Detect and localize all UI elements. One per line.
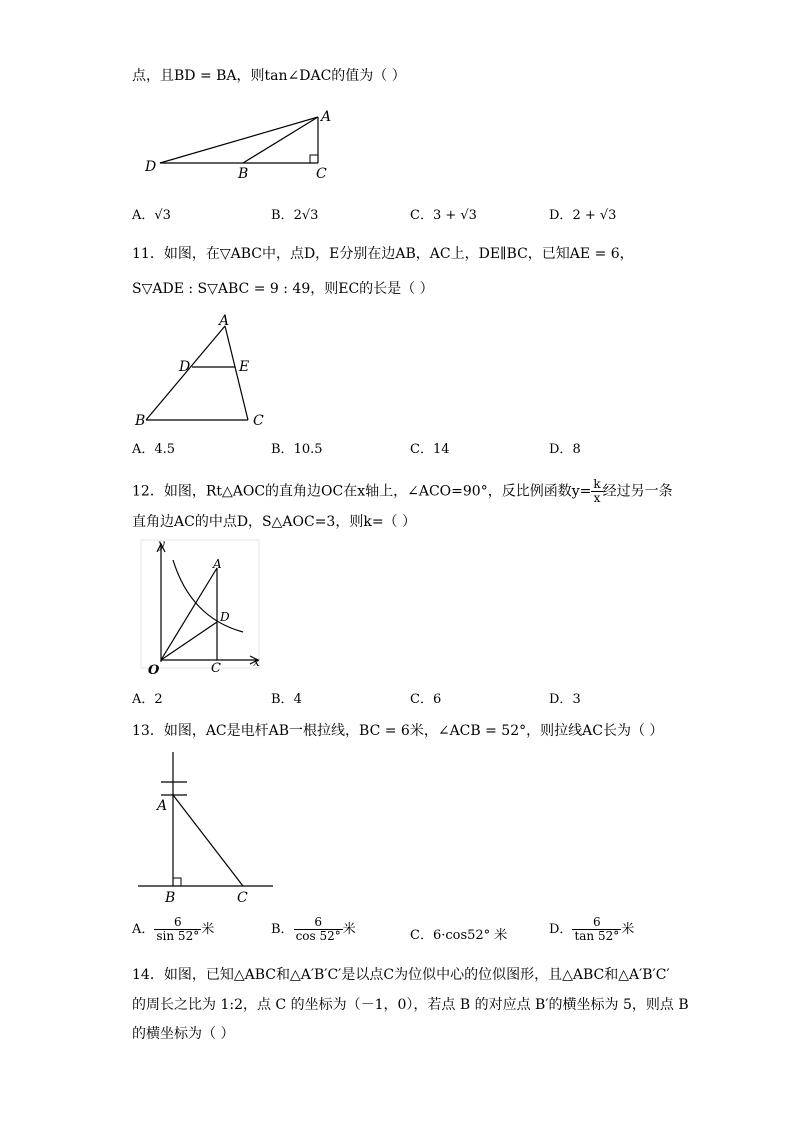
q13-stem-line1: 13．如图，AC是电杆AB一根拉线，BC = 6米，∠ACB = 52°，则拉线AC长为（ ）: [132, 723, 664, 739]
q12-label-y: y: [158, 537, 165, 551]
q14-stem-line1: 14．如图，已知△ABC和△A′B′C′是以点C为位似中心的位似图形，且△ABC和△A′B′C′: [132, 967, 670, 983]
q13-option-a[interactable]: A． $\frac{6}{\sin 52^\circ}$ 米: [132, 915, 215, 943]
q13-option-b[interactable]: B． $\frac{6}{\cos 52^\circ}$ 米: [271, 915, 356, 943]
q10-right-angle: [310, 155, 318, 163]
q12-fraction: $\frac{k}{x}$: [593, 477, 601, 505]
q12-label-a: A: [213, 557, 222, 571]
q11-option-b[interactable]: B．10.5: [271, 442, 323, 457]
q10-label-a: A: [321, 109, 332, 125]
q13-guy-wire-ac: [173, 795, 243, 886]
q12-line-oa: [161, 568, 217, 660]
q11-label-e: E: [239, 359, 250, 375]
q14-stem-line2: 的周长之比为 1:2，点 C 的坐标为（－1，0），若点 B 的对应点 B′的横坐标为 5，则点 B: [132, 997, 689, 1013]
q12-option-a[interactable]: A．2: [132, 692, 163, 707]
q10-option-c[interactable]: C．3 + √3: [410, 208, 477, 223]
q10-line-da: [160, 117, 318, 163]
q10-label-c: C: [316, 166, 327, 182]
q12-label-c: C: [211, 661, 221, 676]
q12-label-x: x: [253, 655, 260, 669]
q12-figure: [133, 538, 268, 676]
q13-label-b: B: [165, 890, 176, 906]
q10-option-d[interactable]: D．2 + √3: [549, 208, 617, 223]
q10-option-a[interactable]: A．√3: [132, 208, 171, 223]
q11-option-d[interactable]: D．8: [549, 442, 581, 457]
q12-line-od: [161, 622, 217, 660]
q13-option-d[interactable]: D． $\frac{6}{\tan 52^\circ}$ 米: [549, 915, 635, 943]
q13-right-angle: [173, 878, 181, 886]
q13-label-a: A: [157, 798, 168, 814]
q11-label-d: D: [179, 359, 191, 375]
q12-stem-line1: 12．如图，Rt△AOC的直角边OC在x轴上，∠ACO=90°，反比例函数y= $\frac{k}{x}$ 经过另一条: [132, 477, 673, 505]
q11-stem-line2: S▽ADE : S▽ABC = 9 : 49，则EC的长是（ ）: [132, 281, 434, 297]
q11-label-c: C: [253, 413, 264, 429]
q13-label-c: C: [237, 890, 248, 906]
q14-stem-line3: 的横坐标为（ ）: [132, 1026, 235, 1042]
q12-label-d: D: [220, 610, 230, 624]
q12-option-b[interactable]: B．4: [271, 692, 302, 707]
q10-option-b[interactable]: B．2√3: [271, 208, 319, 223]
q12-stem-line2: 直角边AC的中点D，S△AOC=3，则k=（ ）: [132, 514, 417, 530]
q12-option-d[interactable]: D．3: [549, 692, 581, 707]
q12-figure-frame: [141, 540, 259, 668]
q13-option-c[interactable]: C．6·cos52° 米: [410, 928, 508, 943]
q10-figure: [140, 105, 350, 185]
q11-label-a: A: [219, 313, 230, 329]
q11-option-a[interactable]: A．4.5: [132, 442, 176, 457]
q10-label-d: D: [145, 159, 157, 175]
q11-stem-line1: 11．如图，在▽ABC中，点D，E分别在边AB，AC上，DE∥BC，已知AE = 6，: [132, 246, 634, 262]
q10-line-ba: [243, 117, 318, 163]
q10-stem: 点，且BD = BA，则tan∠DAC的值为（ ）: [132, 68, 406, 84]
q11-figure: [133, 312, 273, 432]
q13-figure: [133, 750, 278, 910]
q11-option-c[interactable]: C．14: [410, 442, 450, 457]
q12-label-o: O: [148, 663, 160, 678]
q12-option-c[interactable]: C．6: [410, 692, 442, 707]
q10-label-b: B: [238, 166, 249, 182]
q12-hyperbola: [173, 560, 243, 632]
q11-label-b: B: [135, 413, 146, 429]
